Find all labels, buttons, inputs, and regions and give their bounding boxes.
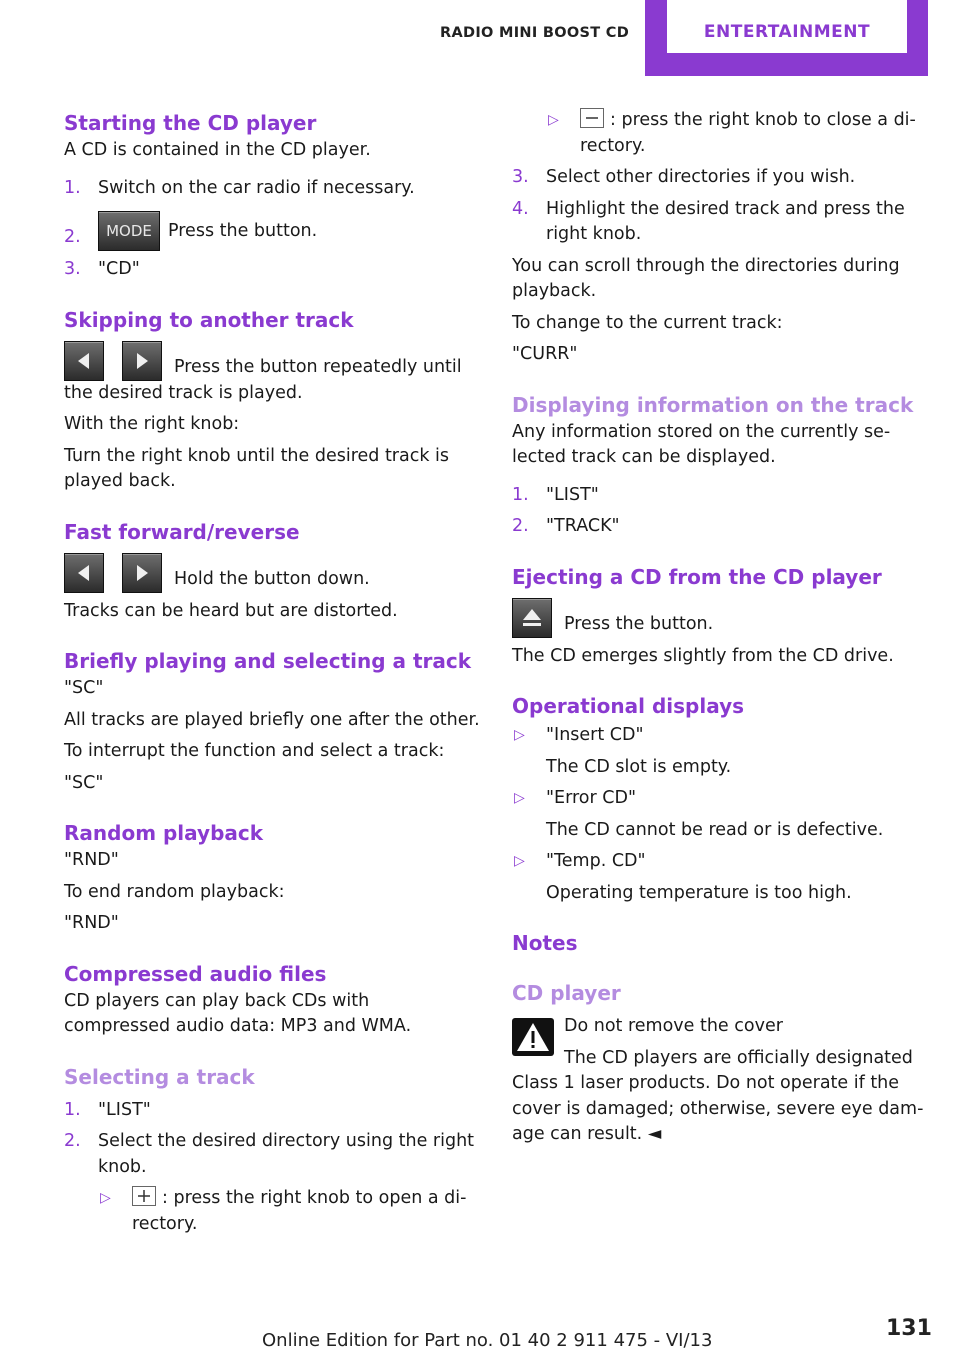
right-column (512, 108, 928, 1148)
eject-p1: The CD emerges slightly from the CD drive. (512, 645, 894, 666)
heading-compressed: Compressed audio files (64, 961, 327, 986)
briefly-p2: All tracks are played briefly one after the other. (64, 709, 480, 730)
right-p1: You can scroll through the directories during playback. (512, 255, 900, 301)
forward-icon (122, 553, 162, 593)
heading-skipping: Skipping to another track (64, 307, 354, 332)
bullet-open-text: : press the right knob to open a di-rectory. (132, 1188, 467, 1234)
briefly-p4: "SC" (64, 772, 104, 793)
heading-cd-player: CD player (512, 981, 621, 1005)
eject-icon (512, 598, 552, 638)
fast-button-row (64, 553, 480, 593)
bullet-close-text: : press the right knob to close a di-rectory. (580, 110, 916, 156)
list-item (64, 1098, 480, 1124)
mode-button-icon: MODE (98, 211, 160, 251)
bullet-triangle-icon: ▷ (514, 790, 525, 806)
list-item (64, 176, 480, 202)
skip-button-text: Press the button repeatedly until (174, 357, 462, 377)
warning-block (512, 1014, 928, 1148)
info-p1: Any information stored on the currently se-lected track can be displayed. (512, 421, 891, 467)
list-item (512, 849, 928, 906)
list-text: Press the button. (168, 221, 318, 241)
heading-fast: Fast forward/reverse (64, 519, 300, 544)
bullet-triangle-icon: ▷ (548, 112, 559, 128)
list-item (512, 514, 928, 540)
list-item (512, 723, 928, 780)
list-text: "TRACK" (546, 516, 620, 536)
page-number: 131 (886, 1316, 932, 1341)
eject-button-row (512, 598, 928, 638)
list-text: "LIST" (98, 1099, 151, 1120)
heading-operational: Operational displays (512, 694, 745, 718)
op-desc: The CD cannot be read or is defective. (546, 819, 884, 840)
heading-info: Displaying information on the track (512, 392, 914, 417)
fast-button-text: Hold the button down. (174, 569, 370, 589)
warning-text: The CD players are officially designated Class 1 laser products. Do not operate if the cover is damaged; otherwise, severe eye dam-age can result. ◄ (512, 1047, 924, 1144)
skip-p1: With the right knob: (64, 414, 240, 434)
heading-notes: Notes (512, 931, 578, 955)
open-directory-icon (132, 1186, 156, 1206)
warning-icon (512, 1018, 554, 1056)
op-label: "Temp. CD" (546, 851, 646, 871)
random-p3: "RND" (64, 913, 119, 933)
left-column (64, 108, 480, 1237)
list-number: 1. (512, 484, 529, 505)
list-number: 2. (64, 227, 81, 247)
briefly-p3: To interrupt the function and select a track: (64, 741, 445, 761)
list-item (512, 197, 928, 248)
list-number: 4. (512, 198, 529, 219)
list-text: Switch on the car radio if necessary. (98, 177, 415, 198)
footer-edition: Online Edition for Part no. 01 40 2 911 475 - VI/13 (262, 1330, 713, 1351)
skip-button-row (64, 341, 480, 381)
list-number: 2. (64, 1131, 81, 1151)
warning-title: Do not remove the cover (564, 1016, 783, 1036)
op-label: "Error CD" (546, 788, 637, 808)
random-p1: "RND" (64, 850, 119, 870)
next-track-icon (122, 341, 162, 381)
previous-track-icon (64, 341, 104, 381)
right-p2: To change to the current track: (512, 312, 783, 333)
heading-random: Random playback (64, 821, 264, 845)
skip-p2: Turn the right knob until the desired track is played back. (64, 445, 450, 491)
list-item (98, 1186, 480, 1237)
list-item (64, 211, 480, 251)
heading-eject: Ejecting a CD from the CD player (512, 564, 882, 589)
header-tab-label: ENTERTAINMENT (703, 22, 871, 42)
heading-briefly: Briefly playing and selecting a track (64, 649, 472, 673)
fast-p1: Tracks can be heard but are distorted. (64, 600, 398, 621)
list-text: Select other directories if you wish. (546, 167, 856, 187)
bullet-triangle-icon: ▷ (514, 853, 525, 869)
list-number: 3. (64, 259, 81, 279)
list-item (64, 1129, 480, 1180)
heading-selecting: Selecting a track (64, 1064, 255, 1089)
bullet-triangle-icon: ▷ (100, 1190, 111, 1206)
list-item (512, 483, 928, 509)
reverse-icon (64, 553, 104, 593)
starting-intro: A CD is contained in the CD player. (64, 140, 371, 160)
list-item (512, 165, 928, 191)
skip-cont: the desired track is played. (64, 382, 303, 403)
close-directory-icon (580, 108, 604, 128)
op-desc: Operating temperature is too high. (546, 882, 852, 903)
list-item (64, 257, 480, 283)
right-p3: "CURR" (512, 344, 578, 364)
eject-button-text: Press the button. (564, 614, 714, 634)
op-label: "Insert CD" (546, 725, 644, 745)
bullet-triangle-icon: ▷ (514, 727, 525, 743)
header-section-title: RADIO MINI BOOST CD (440, 25, 630, 41)
header-tab (645, 0, 928, 76)
list-number: 2. (512, 516, 529, 536)
list-number: 3. (512, 167, 529, 187)
list-item (512, 108, 928, 159)
list-text: Select the desired directory using the right knob. (98, 1131, 475, 1177)
compressed-p1: CD players can play back CDs with compressed audio data: MP3 and WMA. (64, 990, 412, 1036)
op-desc: The CD slot is empty. (546, 756, 732, 777)
random-p2: To end random playback: (64, 881, 285, 902)
list-text: "CD" (98, 259, 140, 279)
list-number: 1. (64, 177, 81, 198)
list-text: Highlight the desired track and press the right knob. (546, 198, 905, 244)
list-text: "LIST" (546, 484, 599, 505)
list-item (512, 786, 928, 843)
end-mark: ◄ (647, 1124, 662, 1144)
heading-starting: Starting the CD player (64, 111, 317, 135)
list-number: 1. (64, 1099, 81, 1120)
briefly-p1: "SC" (64, 678, 104, 698)
